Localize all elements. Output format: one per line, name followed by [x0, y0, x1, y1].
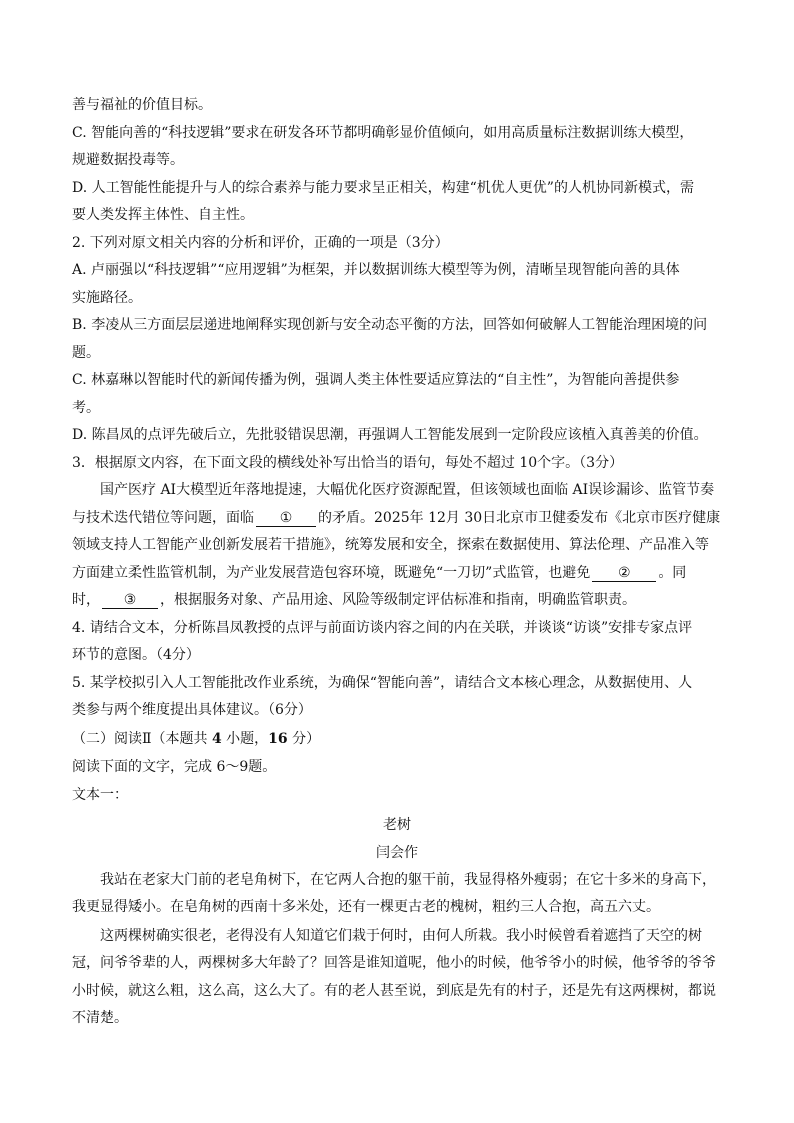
text-segment: 时， [72, 592, 100, 608]
answer-blank-1[interactable]: ① [256, 510, 316, 527]
text-label: 文本一： [72, 787, 128, 803]
paragraph-line: 不清楚。 [72, 1010, 128, 1026]
answer-blank-2[interactable]: ② [592, 565, 656, 582]
instruction-line: 阅读下面的文字，完成 6～9题。 [72, 759, 277, 775]
text-segment: 与技术迭代错位等问题，面临 [72, 510, 254, 526]
text-line-with-blank [72, 563, 686, 583]
question-3: 3．根据原文内容，在下面文段的横线处补写出恰当的语句，每处不超过 10个字。（3分） [72, 455, 624, 471]
text-line: 类参与两个维度提出具体建议。（6分） [72, 702, 312, 718]
text-line: 领域支持人工智能产业创新发展若干措施》，统筹发展和安全，探索在数据使用、算法伦理、产品准入等 [72, 537, 709, 553]
text-segment: 方面建立柔性监管机制，为产业发展营造包容环境，既避免“一刀切”式监管，也避免 [72, 565, 591, 581]
text-line: 实施路径。 [72, 290, 142, 306]
question-5: 5. 某学校拟引入人工智能批改作业系统，为确保“智能向善”，请结合文本核心理念，从数据使用、人 [72, 675, 693, 691]
answer-blank-3[interactable]: ③ [102, 592, 158, 609]
text-line-with-blank [72, 590, 636, 610]
paragraph-line: 这两棵树确实很老，老得没有人知道它们栽于何时，由何人所栽。我小时候曾看着遮挡了天空的树 [100, 928, 702, 944]
text-line: 要人类发挥主体性、自主性。 [72, 207, 254, 223]
text-segment: ，根据服务对象、产品用途、风险等级制定评估标准和指南，明确监管职责。 [160, 592, 636, 608]
text-line: 环节的意图。（4分） [72, 647, 200, 663]
question-2: 2. 下列对原文相关内容的分析和评价，正确的一项是（3分） [72, 235, 449, 251]
text-line: 规避数据投毒等。 [72, 152, 184, 168]
option-d-line: D. 陈昌凤的点评先破后立，先批驳错误思潮，再强调人工智能发展到一定阶段应该植入真善美的价值。 [72, 427, 708, 443]
option-c-line: C. 林嘉琳以智能时代的新闻传播为例，强调人类主体性要适应算法的“自主性”，为智能向善提供参 [72, 372, 680, 388]
text-line: 考。 [72, 400, 100, 416]
text-segment: 的矛盾。2025年 12月 30日北京市卫健委发布《北京市医疗健康 [318, 510, 721, 526]
paragraph-line: 我更显得矮小。在皂角树的西南十多米处，还有一棵更古老的槐树，粗约三人合抱，高五六丈。 [72, 899, 660, 915]
heading-count: 4 [211, 731, 222, 747]
text-line: 题。 [72, 345, 100, 361]
heading-score: 16 [268, 731, 288, 747]
section-heading [72, 729, 320, 749]
text-line-with-blank [72, 508, 720, 528]
text-segment: 。同 [658, 565, 687, 581]
option-d-line: D. 人工智能性能提升与人的综合素养与能力要求呈正相关，构建“机优人更优”的人机协同新模式，需 [72, 180, 694, 196]
question-4: 4. 请结合文本，分析陈昌凤教授的点评与前面访谈内容之间的内在关联，并谈谈“访谈”安排专家点评 [72, 620, 693, 636]
heading-segment: 小题， [221, 731, 269, 747]
article-title: 老树 [383, 817, 411, 833]
article-author: 闫会作 [376, 845, 418, 861]
option-c-line: C. 智能向善的“科技逻辑”要求在研发各环节都明确彰显价值倾向，如用高质量标注数据训练大模型， [72, 125, 694, 141]
text-line: 国产医疗 AI大模型近年落地提速，大幅优化医疗资源配置，但该领域也面临 AI误诊漏诊、监管节奏 [100, 482, 715, 498]
paragraph-line: 冠，问爷爷辈的人，两棵树多大年龄了？回答是谁知道呢，他小的时候，他爷爷小的时候，他爷爷的爷爷 [72, 955, 716, 971]
paragraph-line: 我站在老家大门前的老皂角树下，在它两人合抱的躯干前，我显得格外瘦弱；在它十多米的身高下， [100, 872, 716, 888]
option-a-line: A. 卢丽强以“科技逻辑”“应用逻辑”为框架，并以数据训练大模型等为例，清晰呈现智能向善的具体 [72, 262, 680, 278]
option-b-line: B. 李凌从三方面层层递进地阐释实现创新与安全动态平衡的方法，回答如何破解人工智能治理困境的问 [72, 317, 708, 333]
heading-segment: 分） [287, 731, 321, 747]
heading-segment: （二）阅读Ⅱ（本题共 [72, 731, 212, 747]
paragraph-line: 小时候，就这么粗，这么高，这么大了。有的老人甚至说，到底是先有的村子，还是先有这两棵树，都说 [72, 983, 716, 999]
text-line: 善与福祉的价值目标。 [72, 97, 212, 113]
